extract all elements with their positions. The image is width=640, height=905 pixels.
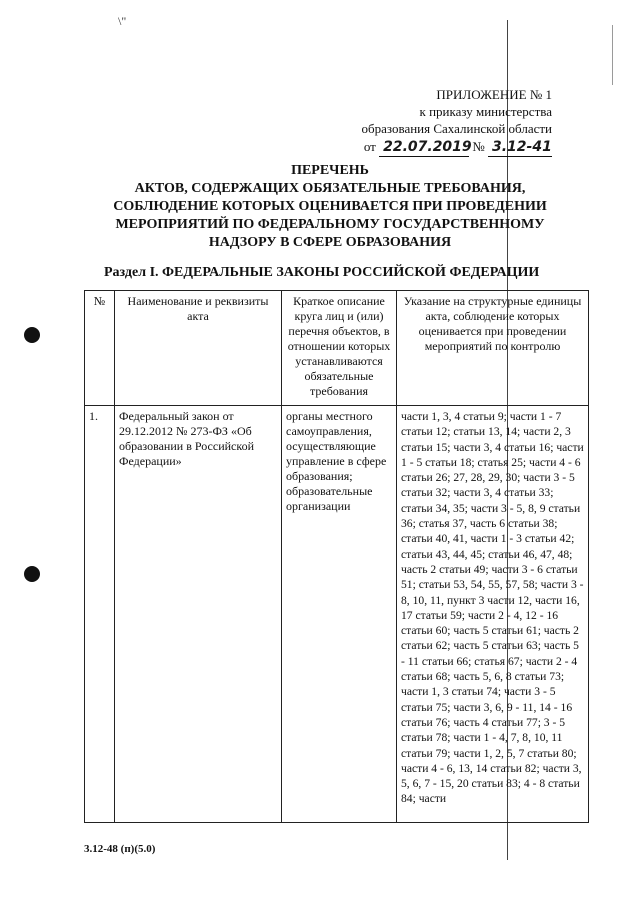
title-line-4: МЕРОПРИЯТИЙ ПО ФЕДЕРАЛЬНОМУ ГОСУДАРСТВЕННОМУ [115, 217, 545, 232]
handwritten-number: 3.12-41 [488, 139, 552, 157]
appendix-block [312, 86, 552, 157]
header-number: № [85, 291, 115, 406]
header-structural-units: Указание на структурные единицы акта, соблюдение которых оценивается при проведении мероприятий по контролю [397, 291, 589, 406]
title-line-1: ПЕРЕЧЕНЬ [291, 163, 369, 178]
punch-hole-top [24, 327, 40, 343]
section-heading: Раздел I. ФЕДЕРАЛЬНЫЕ ЗАКОНЫ РОССИЙСКОЙ ФЕДЕРАЦИИ [104, 265, 540, 280]
date-prefix: от [363, 139, 376, 154]
row-subjects: органы местного самоуправления, осуществляющие управление в сфере образования; образовательные организации [282, 406, 397, 823]
row-structural-units: части 1, 3, 4 статьи 9; части 1 - 7 статьи 12; статьи 13, 14; части 2, 3 статьи 15; части 3, 4 статьи 16; части 1 - 5 статьи 18; статья 25; части 4 - 6 статьи 26; 27, 28, 29, 30; части 3 - 5 статьи 32; части 3, 4 статьи 33; статьи 34, 35; части 3 - 5, 8, 9 статьи 36; статья 37, часть 6 статьи 38; статьи 40, 41, части 1 - 3 статьи 42; статьи 43, 44, 45; статьи 46, 47, 48; часть 2 статьи 49; части 3 - 6 статьи 51; статьи 53, 54, 55, 57, 58; части 3 - 8, 10, 11, пункт 3 части 12, части 16, 17 статьи 59; части 2 - 4, 12 - 16 статьи 60; часть 5 статьи 61; часть 2 статьи 62; часть 5 статьи 63; часть 5 - 11 статьи 66; статья 67; части 2 - 4 статьи 68; часть 5, 6, 8 статьи 73; части 1, 3 статьи 74; части 3 - 5 статьи 75; части 3, 6, 9 - 11, 14 - 16 статьи 76; часть 4 статьи 77; 3 - 5 статьи 78; части 1 - 4, 7, 8, 10, 11 статьи 79; части 1, 2, 5, 7 статьи 80; части 4 - 6, 13, 14 статьи 82; части 3, 5, 6, 7 - 15, 20 статьи 83; 4 - 8 статьи 84; части [397, 406, 589, 823]
punch-hole-bottom [24, 566, 40, 582]
corner-mark: \" [118, 14, 127, 28]
document-title [70, 162, 590, 252]
number-prefix: № [472, 139, 485, 154]
appendix-ministry-line: образования Сахалинской области [361, 121, 552, 136]
scan-edge-line [612, 25, 613, 85]
title-line-2: АКТОВ, СОДЕРЖАЩИХ ОБЯЗАТЕЛЬНЫЕ ТРЕБОВАНИЯ, [134, 181, 526, 196]
appendix-order-line: к приказу министерства [419, 104, 552, 119]
appendix-heading: ПРИЛОЖЕНИЕ № 1 [436, 87, 552, 102]
table-row [85, 406, 589, 823]
title-line-3: СОБЛЮДЕНИЕ КОТОРЫХ ОЦЕНИВАЕТСЯ ПРИ ПРОВЕДЕНИИ [113, 199, 547, 214]
handwritten-date: 22.07.2019 [379, 139, 469, 157]
row-number: 1. [85, 406, 115, 823]
acts-table [84, 290, 589, 823]
row-act-name: Федеральный закон от 29.12.2012 № 273-ФЗ «Об образовании в Российской Федерации» [115, 406, 282, 823]
table-header-row [85, 291, 589, 406]
title-line-5: НАДЗОРУ В СФЕРЕ ОБРАЗОВАНИЯ [208, 235, 452, 250]
footer-code: 3.12-48 (п)(5.0) [84, 843, 156, 855]
header-act-name: Наименование и реквизиты акта [115, 291, 282, 406]
appendix-date-number-row [312, 138, 552, 157]
header-subjects: Краткое описание круга лиц и (или) перечня объектов, в отношении которых устанавливаются обязательные требования [282, 291, 397, 406]
